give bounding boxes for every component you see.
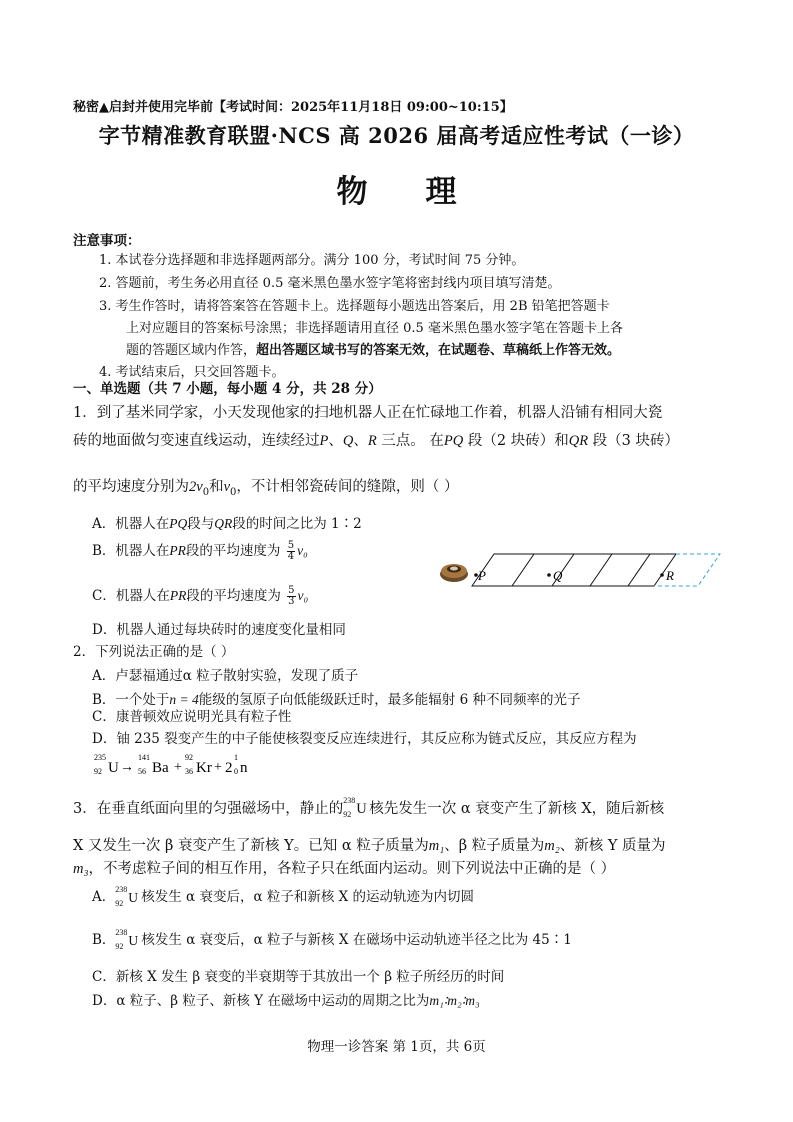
notice-item-2: 2. 答题前，考生务必用直径 0.5 毫米黑色墨水签字笔将密封线内项目填写清楚。 xyxy=(99,276,561,291)
q3-line1: 3．在垂直纸面向里的匀强磁场中，静止的 238 92 U 核先发生一次 α 衰变产生了新核 X，随后新核 xyxy=(73,796,665,819)
svg-text:n: n xyxy=(240,760,248,776)
q3-option-d[interactable]: D．α 粒子、β 粒子、新核 Y 在磁场中运动的周期之比为m₁∶m₂∶m₃ xyxy=(92,993,480,1009)
svg-text:+: + xyxy=(174,760,182,775)
notice-heading: 注意事项： xyxy=(73,233,141,249)
q2-fission-equation xyxy=(92,750,292,778)
q2-stem: 2．下列说法正确的是（ ） xyxy=(73,644,235,660)
q2-option-b[interactable]: B．一个处于n = 4能级的氢原子向低能级跃迁时，最多能辐射 6 种不同频率的光子 xyxy=(92,692,581,708)
q2-option-d[interactable]: D．铀 235 裂变产生的中子能使核裂变反应连续进行，其反应称为链式反应，其反应方程为 xyxy=(92,731,637,747)
svg-text:92: 92 xyxy=(94,767,102,776)
confidential-notice: 秘密▲启封并使用完毕前【考试时间：2025年11月18日 09:00~10:15】 xyxy=(73,100,513,115)
notice-item-1: 1. 本试卷分选择题和非选择题两部分。满分 100 分，考试时间 75 分钟。 xyxy=(99,253,525,268)
svg-text:Ba: Ba xyxy=(152,760,169,776)
q3-line2: X 又发生一次 β 衰变产生了新核 Y。已知 α 粒子质量为m₁、β 粒子质量为m₂、新核 Y 质量为 xyxy=(73,838,666,854)
notice-item-3: 3. 考生作答时，请将答案答在答题卡上。选择题每小题选出答案后，用 2B 铅笔把答题卡 xyxy=(99,299,610,314)
q2-option-c[interactable]: C．康普顿效应说明光具有粒子性 xyxy=(92,709,292,725)
notice-item-4: 4. 考试结束后，只交回答题卡。 xyxy=(99,365,285,380)
label-q: Q xyxy=(553,568,563,583)
svg-text:92: 92 xyxy=(185,753,193,762)
svg-text:Kr: Kr xyxy=(196,760,212,776)
exam-title: 字节精准教育联盟·NCS 高 2026 届高考适应性考试（一诊） xyxy=(98,123,695,148)
q1-line1: 1．到了基米同学家，小天发现他家的扫地机器人正在忙碌地工作着，机器人沿铺有相同大瓷 xyxy=(73,405,663,421)
svg-text:+: + xyxy=(214,760,222,775)
svg-text:2: 2 xyxy=(225,760,233,776)
notice-item-3-cont2: 题的答题区域内作答，超出答题区域书写的答案无效，在试题卷、草稿纸上作答无效。 xyxy=(126,343,621,358)
subject-title: 物理 xyxy=(336,174,515,210)
notice-item-3-cont1: 上对应题目的答案标号涂黑；非选择题请用直径 0.5 毫米黑色墨水签字笔在答题卡上各 xyxy=(126,321,623,336)
q3-option-c[interactable]: C．新核 X 发生 β 衰变的半衰期等于其放出一个 β 粒子所经历的时间 xyxy=(92,969,505,985)
q1-tile-figure xyxy=(438,548,723,594)
svg-text:1: 1 xyxy=(234,753,238,762)
q3-option-a[interactable]: A． 238 92 U 核发生 α 衰变后，α 粒子和新核 X 的运动轨迹为内切圆 xyxy=(92,884,475,908)
svg-text:36: 36 xyxy=(185,767,193,776)
label-p: P xyxy=(478,568,486,583)
q1-line3: 的平均速度分别为$2v_0$和$v_0$，不计相邻瓷砖间的缝隙，则（ ） xyxy=(73,479,459,498)
robot-vacuum-icon xyxy=(440,564,468,582)
point-r xyxy=(660,573,664,577)
point-q xyxy=(547,573,551,577)
section-heading: 一、单选题（共 7 小题，每小题 4 分，共 28 分） xyxy=(73,381,382,397)
svg-text:56: 56 xyxy=(138,767,146,776)
q1-option-b[interactable]: B．机器人在PR段的平均速度为 $\frac{5}{4}$ v₀ xyxy=(92,540,308,562)
q3-option-b[interactable]: B． 238 92 U 核发生 α 衰变后，α 粒子与新核 X 在磁场中运动轨迹半径之比为 45∶1 xyxy=(92,927,572,951)
label-r: R xyxy=(666,568,674,583)
page-footer: 物理一诊答案 第 1页，共 6页 xyxy=(307,1039,486,1055)
svg-text:0: 0 xyxy=(234,767,238,776)
svg-text:U: U xyxy=(108,760,119,776)
q1-line2: 砖的地面做匀变速直线运动，连续经过P、Q、R 三点。 在PQ 段（2 块砖）和QR 段（3 块砖） xyxy=(73,433,680,449)
q1-option-c[interactable]: C．机器人在PR段的平均速度为 $\frac{5}{3}$ v₀ xyxy=(92,585,309,607)
svg-text:→: → xyxy=(120,760,134,775)
q1-option-a[interactable]: A．机器人在PQ段与QR段的时间之比为 1∶2 xyxy=(92,516,362,532)
svg-text:141: 141 xyxy=(138,753,150,762)
q2-option-a[interactable]: A．卢瑟福通过α 粒子散射实验，发现了质子 xyxy=(92,668,359,684)
q1-option-d[interactable]: D．机器人通过每块砖时的速度变化量相同 xyxy=(92,622,346,638)
svg-text:235: 235 xyxy=(94,753,106,762)
q3-line3: m₃，不考虑粒子间的相互作用，各粒子只在纸面内运动。则下列说法中正确的是（ ） xyxy=(73,861,616,877)
